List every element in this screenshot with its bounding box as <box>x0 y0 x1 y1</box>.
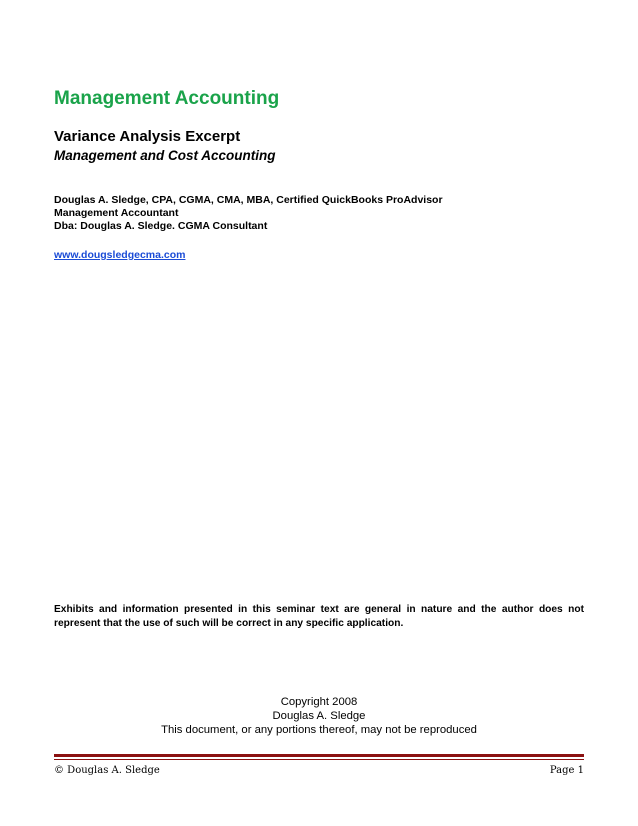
document-subtitle: Variance Analysis Excerpt <box>54 128 241 145</box>
copyright-line: This document, or any portions thereof, may not be reproduced <box>161 724 477 736</box>
copyright-block <box>54 695 584 737</box>
document-title: Management Accounting <box>54 88 280 109</box>
author-block <box>54 194 443 233</box>
footer-copyright: © Douglas A. Sledge <box>54 765 160 776</box>
copyright-line: Copyright 2008 <box>280 696 358 708</box>
disclaimer-text: Exhibits and information presented in this seminar text are general in nature and the author does not represent that the use of such will be correct in any specific application. <box>54 604 584 629</box>
website-link[interactable]: www.dougsledgecma.com <box>54 249 186 261</box>
footer-rule-thin <box>54 759 584 760</box>
author-line: Dba: Douglas A. Sledge. CGMA Consultant <box>54 220 268 232</box>
footer-page-number: Page 1 <box>549 765 584 776</box>
document-subtitle-italic: Management and Cost Accounting <box>54 148 276 163</box>
author-line: Douglas A. Sledge, CPA, CGMA, CMA, MBA, Certified QuickBooks ProAdvisor <box>54 194 443 206</box>
copyright-line: Douglas A. Sledge <box>272 710 366 722</box>
author-line: Management Accountant <box>54 207 179 219</box>
footer-rule-thick <box>54 754 584 757</box>
